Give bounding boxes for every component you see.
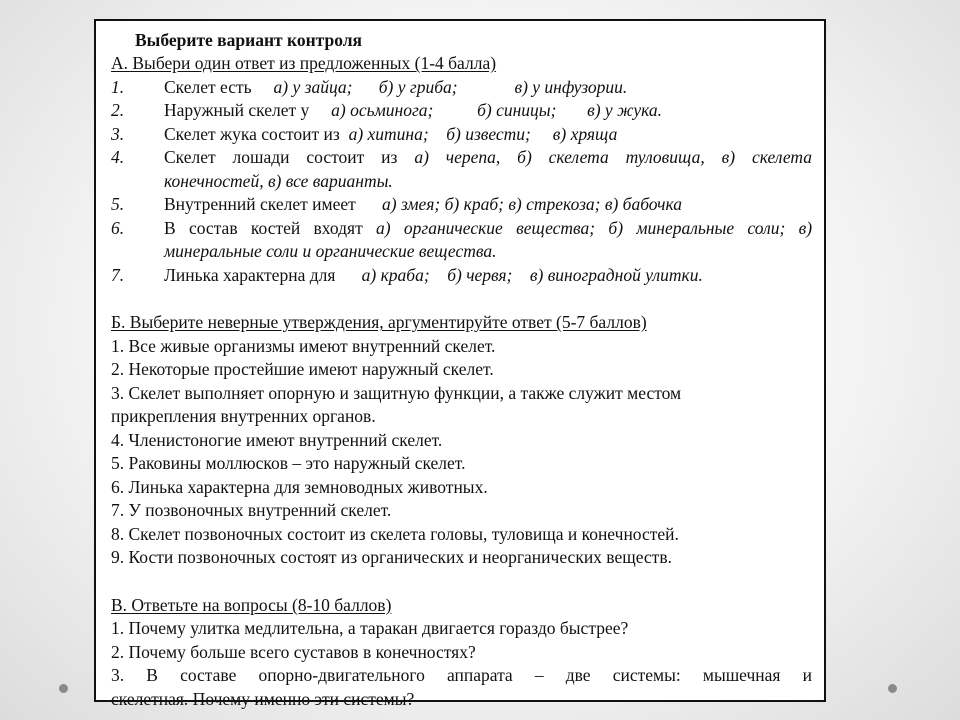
statement: 3. Скелет выполняет опорную и защитную функции, а также служит местом [111, 382, 682, 403]
question-stem: Скелет есть [164, 76, 252, 97]
answer-option: а) органические вещества; [376, 217, 596, 238]
answer-option: в) хряща [552, 123, 618, 144]
statement: 6. Линька характерна для земноводных животных. [111, 476, 488, 497]
question-number: 7. [111, 264, 125, 285]
open-question: 1. Почему улитка медлительна, а таракан двигается гораздо быстрее? [111, 618, 629, 638]
statement: 5. Раковины моллюсков – это наружный скелет. [111, 453, 466, 473]
statement-continuation: прикрепления внутренних органов. [111, 406, 376, 426]
answer-option: в) стрекоза; [508, 194, 601, 214]
answer-option: а) у зайца; [273, 76, 353, 97]
question-a-4-continuation: конечностей, в) все варианты. [164, 170, 393, 191]
spacer [111, 570, 812, 594]
answer-option: б) скелета туловища, [517, 147, 705, 167]
answer-option: а) краба; [361, 264, 430, 285]
answer-option: в) скелета [721, 147, 813, 167]
open-question-continuation: скелетная. Почему именно эти системы? [111, 688, 415, 709]
statement: 9. Кости позвоночных состоят из органических и неорганических веществ. [111, 547, 672, 567]
slide-nav-dot-right [888, 684, 897, 693]
question-stem: Скелет жука состоит из [164, 123, 340, 144]
section-b-heading: Б. Выберите неверные утверждения, аргументируйте ответ (5-7 баллов) [111, 312, 647, 332]
question-a-2 [111, 99, 812, 123]
answer-option: а) черепа, [414, 147, 501, 167]
answer-option: б) у гриба; [378, 76, 458, 97]
answer-option: в) у инфузории. [514, 76, 628, 97]
question-a-7 [111, 264, 812, 288]
question-number: 6. [111, 217, 125, 238]
answer-option: а) хитина; [348, 123, 429, 144]
worksheet [94, 19, 826, 709]
question-number: 1. [111, 76, 125, 97]
statement: 8. Скелет позвоночных состоит из скелета головы, туловища и конечностей. [111, 523, 679, 544]
worksheet-title: Выберите вариант контроля [135, 30, 363, 50]
statement: 7. У позвоночных внутренний скелет. [111, 500, 392, 520]
section-c-heading: В. Ответьте на вопросы (8-10 баллов) [111, 594, 392, 615]
answer-option: в) бабочка [604, 194, 682, 214]
answer-option: б) червя; [447, 264, 513, 285]
question-a-6 [111, 217, 812, 241]
answer-option: а) осьминога; [331, 100, 434, 120]
question-a-4 [111, 146, 812, 170]
question-stem: Линька характерна для [164, 264, 336, 285]
slide-nav-dot-left [59, 684, 68, 693]
answer-option: в) у жука. [587, 100, 662, 120]
open-question: 2. Почему больше всего суставов в конечностях? [111, 641, 476, 662]
answer-option: б) минеральные соли; [608, 217, 786, 238]
question-a-6-continuation: минеральные соли и органические вещества. [164, 241, 497, 261]
question-number: 5. [111, 194, 125, 214]
spacer [111, 287, 812, 311]
question-stem: Наружный скелет у [164, 100, 310, 120]
question-number: 3. [111, 123, 125, 144]
open-question: 3. В составе опорно-двигательного аппарата – две системы: мышечная и [111, 665, 812, 685]
question-stem: Внутренний скелет имеет [164, 194, 356, 214]
answer-option: б) синицы; [477, 100, 557, 120]
question-number: 2. [111, 100, 125, 120]
question-a-3 [111, 123, 812, 147]
answer-option: в) [798, 217, 813, 238]
statement: 4. Членистоногие имеют внутренний скелет. [111, 429, 443, 450]
question-stem: Скелет лошади состоит из [164, 147, 398, 167]
answer-option: в) виноградной улитки. [529, 264, 703, 285]
question-a-5 [111, 193, 812, 217]
question-number: 4. [111, 147, 125, 167]
answer-option: б) извести; [446, 123, 531, 144]
answer-option: а) змея; [382, 194, 441, 214]
question-a-1 [111, 76, 812, 100]
statement: 1. Все живые организмы имеют внутренний скелет. [111, 335, 496, 356]
answer-option: б) краб; [444, 194, 504, 214]
statement: 2. Некоторые простейшие имеют наружный скелет. [111, 359, 494, 379]
question-stem: В состав костей входят [164, 217, 363, 238]
section-a-heading: А. Выбери один ответ из предложенных (1-4 балла) [111, 53, 497, 73]
